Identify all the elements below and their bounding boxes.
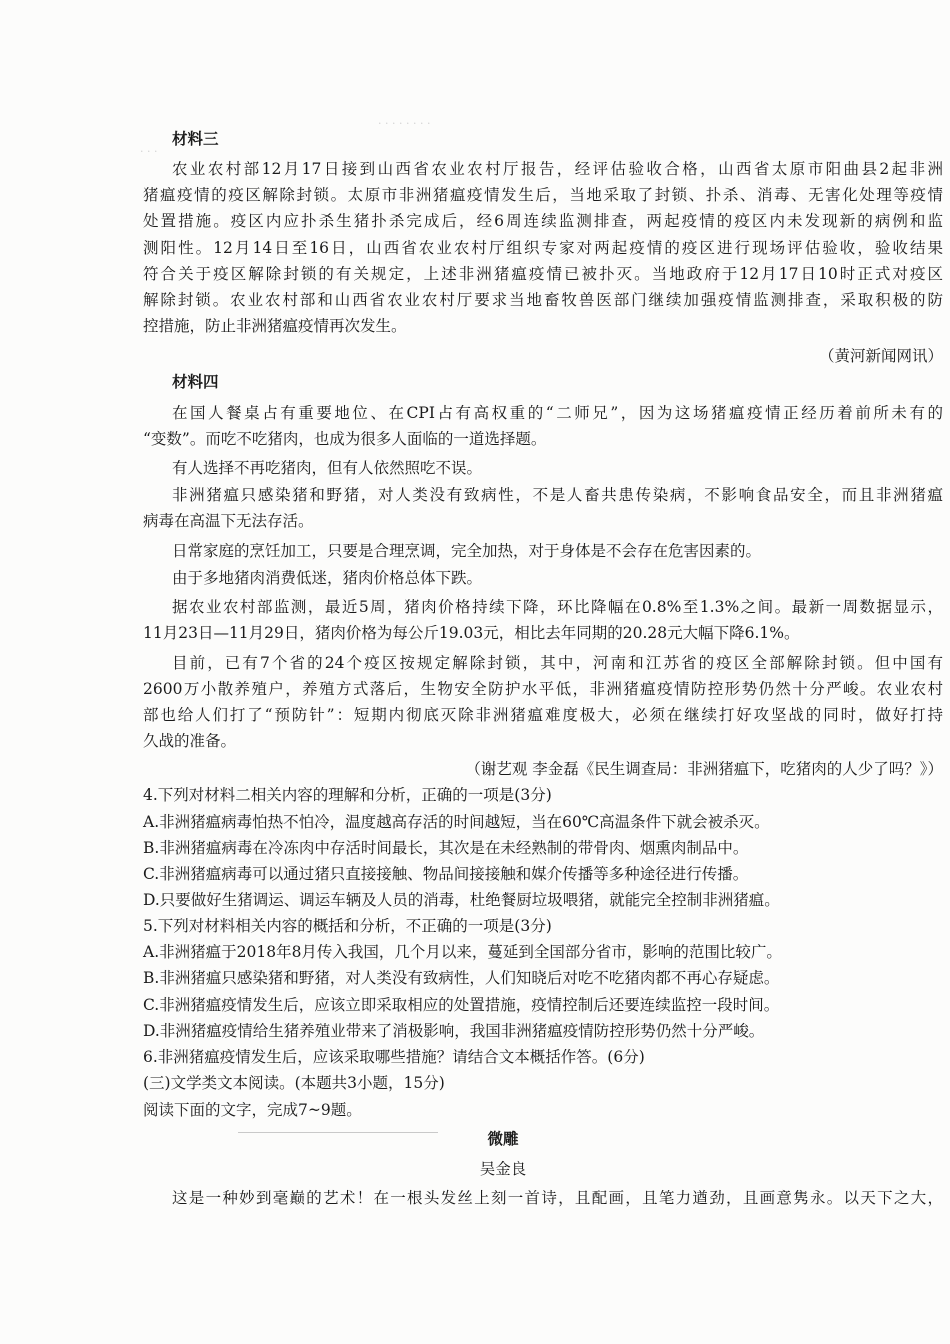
material-three-line: 控措施，防止非洲猪瘟疫情再次发生。: [143, 317, 407, 335]
material-four-line: 在国人餐桌占有重要地位、在CPI占有高权重的“二师兄”，因为这场猪瘟疫情正经历着前所未有的: [172, 404, 943, 422]
story-author: 吴金良: [479, 1160, 527, 1178]
question-5-stem: 5.下列对材料相关内容的概括和分析，不正确的一项是(3分): [143, 917, 552, 935]
material-three-line: 测阳性。12月14日至16日，山西省农业农村厅组织专家对两起疫情的疫区进行现场评估验收，验收结果: [143, 239, 943, 257]
question-5-option-c: C.非洲猪瘟疫情发生后，应该立即采取相应的处置措施，疫情控制后还要连续监控一段时间。: [143, 996, 780, 1014]
material-four-line: 有人选择不再吃猪肉，但有人依然照吃不误。: [172, 459, 483, 477]
material-three-line: 农业农村部12月17日接到山西省农业农村厅报告，经评估验收合格，山西省太原市阳曲县2起非洲: [172, 160, 943, 178]
material-four-line: 2600万小散养殖户，养殖方式落后，生物安全防护水平低，非洲猪瘟疫情防控形势仍然十分严峻。农业农村: [143, 680, 943, 698]
question-4-option-c: C.非洲猪瘟病毒可以通过猪只直接接触、物品间接接触和媒介传播等多种途径进行传播。: [143, 865, 749, 883]
material-four-line: 久战的准备。: [143, 732, 237, 750]
story-title: 微雕: [487, 1129, 519, 1148]
material-four-line: 目前，已有7个省的24个疫区按规定解除封锁，其中，河南和江苏省的疫区全部解除封锁。但中国有: [172, 654, 943, 672]
material-four-line: 非洲猪瘟只感染猪和野猪，对人类没有致病性，不是人畜共患传染病，不影响食品安全，而且非洲猪瘟: [172, 486, 943, 504]
material-four-line: 病毒在高温下无法存活。: [143, 512, 314, 530]
question-4-option-a: A.非洲猪瘟病毒怕热不怕冷，温度越高存活的时间越短，当在60℃高温条件下就会被杀灭。: [143, 813, 770, 831]
material-four-line: 部也给人们打了“预防针”：短期内彻底灭除非洲猪瘟难度极大，必须在继续打好攻坚战的同时，做好打持: [143, 706, 943, 724]
material-four-line: 据农业农村部监测，最近5周，猪肉价格持续下降，环比降幅在0.8%至1.3%之间。最新一周数据显示，: [172, 598, 943, 616]
material-four-source: （谢艺观 李金磊《民生调查局：非洲猪瘟下，吃猪肉的人少了吗？》）: [465, 760, 943, 778]
reading-instruction: 阅读下面的文字，完成7~9题。: [143, 1101, 362, 1119]
divider-line: [238, 1132, 438, 1133]
question-4-stem: 4.下列对材料二相关内容的理解和分析，正确的一项是(3分): [143, 786, 552, 804]
story-first-line: 这是一种妙到毫巅的艺术！在一根头发丝上刻一首诗，且配画，且笔力遒劲，且画意隽永。以天下之大，: [172, 1189, 943, 1207]
question-6-stem: 6.非洲猪瘟疫情发生后，应该采取哪些措施？请结合文本概括作答。(6分): [143, 1048, 645, 1066]
material-four-line: 由于多地猪肉消费低迷，猪肉价格总体下跌。: [172, 569, 483, 587]
question-5-option-a: A.非洲猪瘟于2018年8月传入我国，几个月以来，蔓延到全国部分省市，影响的范围比较广。: [143, 943, 782, 961]
question-4-option-d: D.只要做好生猪调运、调运车辆及人员的消毒，杜绝餐厨垃圾喂猪，就能完全控制非洲猪瘟。: [143, 891, 780, 909]
question-5-option-b: B.非洲猪瘟只感染猪和野猪，对人类没有致病性，人们知晓后对吃不吃猪肉都不再心存疑虑。: [143, 969, 780, 987]
bleed-through-mark: · · ·: [140, 145, 158, 158]
material-three-line: 猪瘟疫情的疫区解除封锁。太原市非洲猪瘟疫情发生后，当地采取了封锁、扑杀、消毒、无害化处理等疫情: [143, 186, 943, 204]
question-4-option-b: B.非洲猪瘟病毒在冷冻肉中存活时间最长，其次是在未经熟制的带骨肉、烟熏肉制品中。: [143, 839, 749, 857]
material-three-line: 解除封锁。农业农村部和山西省农业农村厅要求当地畜牧兽医部门继续加强疫情监测排查，采取积极的防: [143, 291, 943, 309]
material-three-line: 处置措施。疫区内应扑杀生猪扑杀完成后，经6周连续监测排查，两起疫情的疫区内未发现新的病例和监: [143, 212, 943, 230]
material-four-line: 11月23日—11月29日，猪肉价格为每公斤19.03元，相比去年同期的20.28元大幅下降6.1%。: [143, 624, 800, 642]
material-four-heading: 材料四: [172, 372, 219, 391]
material-three-source: （黄河新闻网讯）: [818, 347, 943, 365]
material-three-line: 符合关于疫区解除封锁的有关规定，上述非洲猪瘟疫情已被扑灭。当地政府于12月17日10时正式对疫区: [143, 265, 943, 283]
bleed-through-mark: · · · · · · · ·: [378, 117, 431, 130]
question-5-option-d: D.非洲猪瘟疫情给生猪养殖业带来了消极影响，我国非洲猪瘟疫情防控形势仍然十分严峻。: [143, 1022, 765, 1040]
section-three-heading: (三)文学类文本阅读。(本题共3小题，15分): [143, 1074, 445, 1092]
cut-off-line: [143, 1212, 443, 1222]
material-four-line: “变数”。而吃不吃猪肉，也成为很多人面临的一道选择题。: [143, 430, 547, 448]
material-three-heading: 材料三: [172, 129, 219, 148]
material-four-line: 日常家庭的烹饪加工，只要是合理烹调，完全加热，对于身体是不会存在危害因素的。: [172, 542, 762, 560]
